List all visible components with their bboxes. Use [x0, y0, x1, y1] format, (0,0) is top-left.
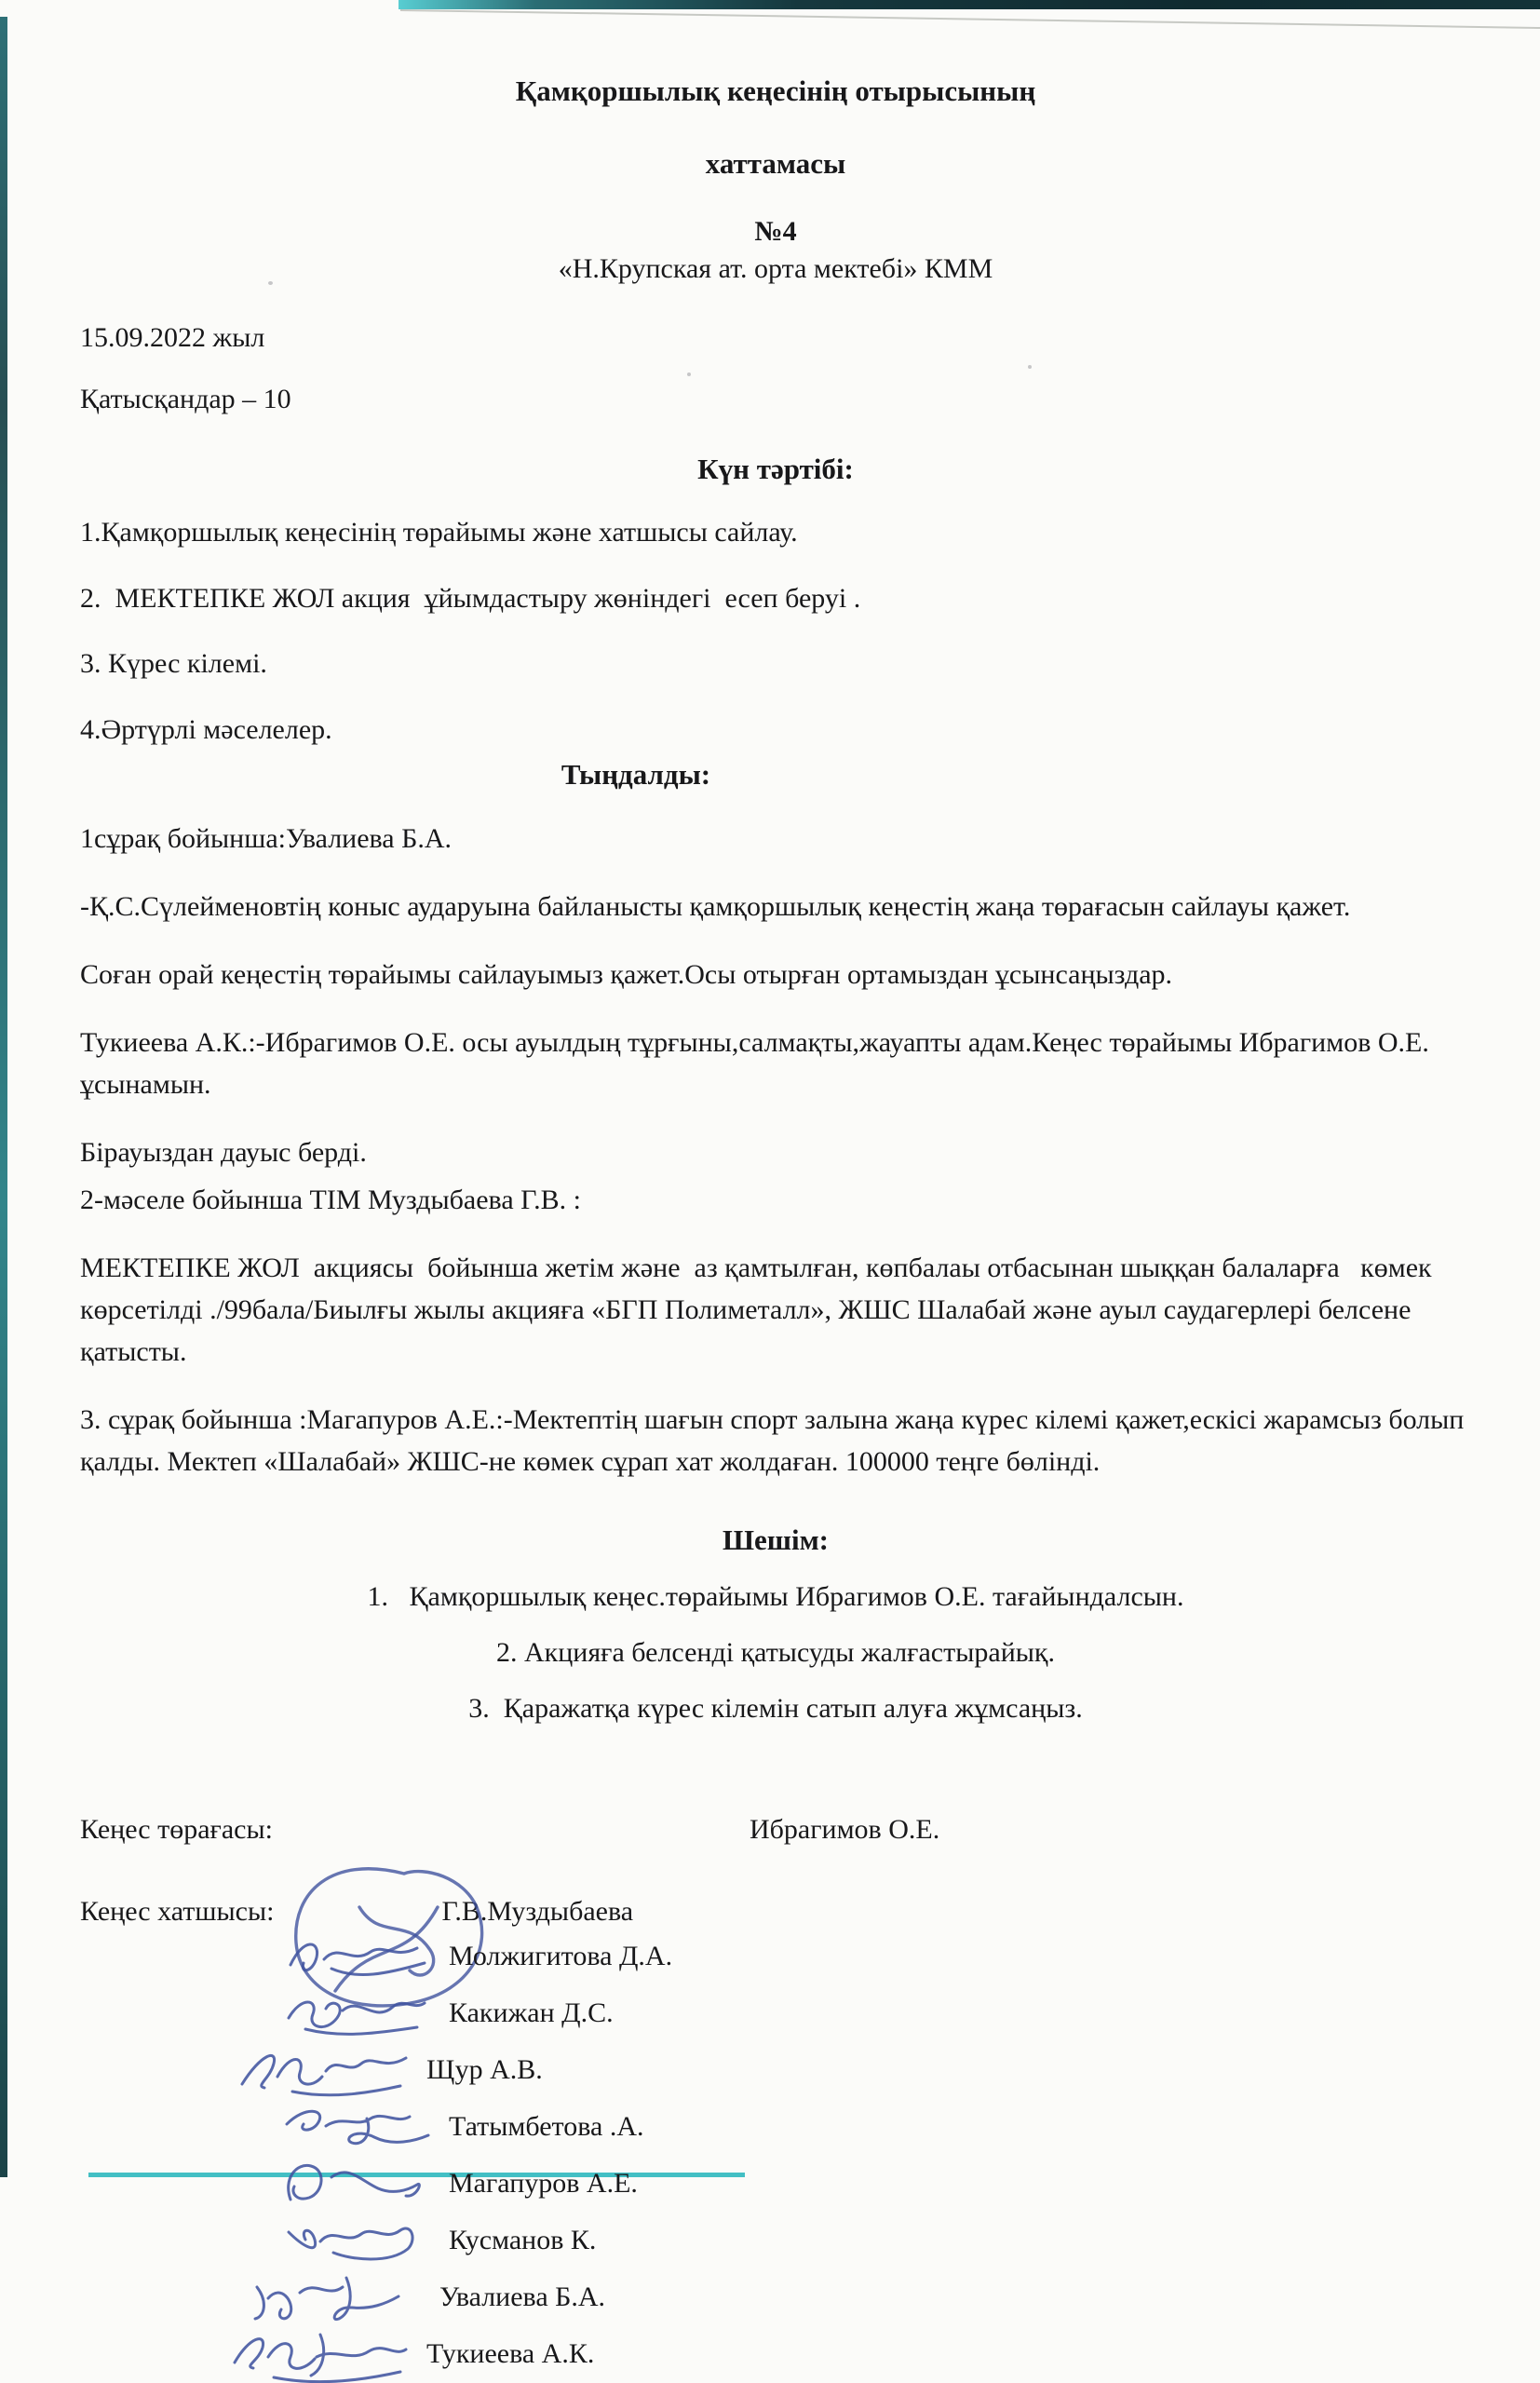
agenda-item: 4.Әртүрлі мәселелер. — [80, 713, 332, 745]
member-name: Магапуров А.Е. — [449, 2167, 638, 2199]
member-name: Тукиеева А.К. — [426, 2337, 595, 2369]
heard-section — [80, 818, 1471, 1483]
signatures-section — [80, 1814, 1471, 2382]
doc-title-line2: хаттамасы — [705, 147, 846, 180]
member-signature-scribble — [236, 2043, 413, 2097]
member-name: Кусманов К. — [449, 2224, 597, 2255]
agenda-item: 3. Күрес кілемі. — [80, 648, 267, 679]
member-signature-scribble — [277, 1929, 436, 1984]
member-signature-scribble — [250, 2270, 426, 2324]
decision-heading: Шешім: — [722, 1523, 830, 1556]
member-name: Увалиева Б.А. — [439, 2281, 606, 2312]
member-name: Молжигитова Д.А. — [449, 1940, 673, 1971]
secretary-label: Кеңес хатшысы: — [80, 1896, 275, 1927]
chairman-label: Кеңес төрағасы: — [80, 1814, 273, 1845]
agenda-item: 1.Қамқоршылық кеңесінің төрайымы және хатшысы сайлау. — [80, 517, 798, 548]
chairman-row — [80, 1814, 1471, 1846]
decision-item: 2. Акцияға белсенді қатысуды жалғастырайық. — [496, 1637, 1055, 1668]
member-name: Какижан Д.С. — [449, 1997, 614, 2028]
member-row — [80, 2212, 1471, 2268]
decision-item: 1. Қамқоршылық кеңес.төрайымы Ибрагимов О.Е. тағайындалсын. — [367, 1581, 1184, 1612]
attendees-line: Қатысқандар – 10 — [80, 384, 291, 414]
protocol-number: №4 — [754, 216, 797, 247]
agenda-item: 2. МЕКТЕПКЕ ЖОЛ акция ұйымдастыру жөніндегі есеп беруі . — [80, 582, 861, 614]
heard-paragraph: Бірауыздан дауыс берді. — [80, 1137, 367, 1168]
member-row — [80, 2098, 1471, 2155]
member-signature-scribble — [277, 2100, 436, 2154]
heard-paragraph: 3. сұрақ бойынша :Магапуров А.Е.:-Мектептің шағын спорт залына жаңа күрес кілемі қажет,ескісі жарамсыз болып қалды. Мектеп «Шалабай» ЖШС-не көмек сұрап хат жолдаған. 100000 теңге бөлінді. — [80, 1404, 1471, 1477]
member-signature-scribble — [277, 2214, 436, 2268]
secretary-row — [80, 1896, 1471, 1928]
agenda-heading: Күн тәртібі: — [697, 453, 854, 485]
decision-list — [80, 1581, 1471, 1725]
heard-paragraph: 1сұрақ бойынша:Увалиева Б.А. — [80, 823, 453, 854]
heard-paragraph: Тукиеева А.К.:-Ибрагимов О.Е. осы ауылдың тұрғыны,салмақты,жауапты адам.Кеңес төрайымы Ибрагимов О.Е. ұсынамын. — [80, 1027, 1437, 1100]
member-row — [80, 2041, 1471, 2098]
member-row — [80, 2325, 1471, 2382]
member-row — [80, 1928, 1471, 1984]
member-row — [80, 2268, 1471, 2325]
member-row — [80, 1984, 1471, 2041]
secretary-name: Г.В.Муздыбаева — [441, 1896, 634, 1927]
doc-title-line1: Қамқоршылық кеңесінің отырысының — [515, 74, 1036, 107]
agenda-list — [80, 514, 1471, 749]
member-signature-scribble — [277, 2157, 436, 2211]
heard-paragraph: 2-мәселе бойынша ТІМ Муздыбаева Г.В. : — [80, 1185, 581, 1215]
member-name: Татымбетова .А. — [449, 2110, 644, 2142]
member-signature-scribble — [227, 2325, 413, 2383]
member-name: Щур А.В. — [426, 2053, 543, 2085]
heard-paragraph: Соған орай кеңестің төрайымы сайлауымыз қажет.Осы отырған ортамыздан ұсынсаңыздар. — [80, 959, 1173, 990]
member-row — [80, 2155, 1471, 2212]
member-signature-scribble — [277, 1986, 436, 2040]
heard-heading: Тыңдалды: — [561, 758, 711, 791]
decision-item: 3. Қаражатқа күрес кілемін сатып алуға жұмсаңыз. — [468, 1693, 1083, 1724]
date-line: 15.09.2022 жыл — [80, 322, 265, 353]
organization-name: «Н.Крупская ат. орта мектебі» КММ — [558, 253, 993, 284]
heard-paragraph: МЕКТЕПКЕ ЖОЛ акциясы бойынша жетім және аз қамтылған, көпбалаы отбасынан шыққан балаларға көмек көрсетілді ./99бала/Биылғы жылы акцияға «БГП Полиметалл», ЖШС Шалабай және ауыл саудагерлері белсене қатысты. — [80, 1252, 1439, 1367]
chairman-name: Ибрагимов О.Е. — [749, 1814, 940, 1845]
heard-paragraph: -Қ.С.Сүлейменовтің коныс аударуына байланысты қамқоршылық кеңестің жаңа төрағасын сайлауы қажет. — [80, 891, 1351, 922]
